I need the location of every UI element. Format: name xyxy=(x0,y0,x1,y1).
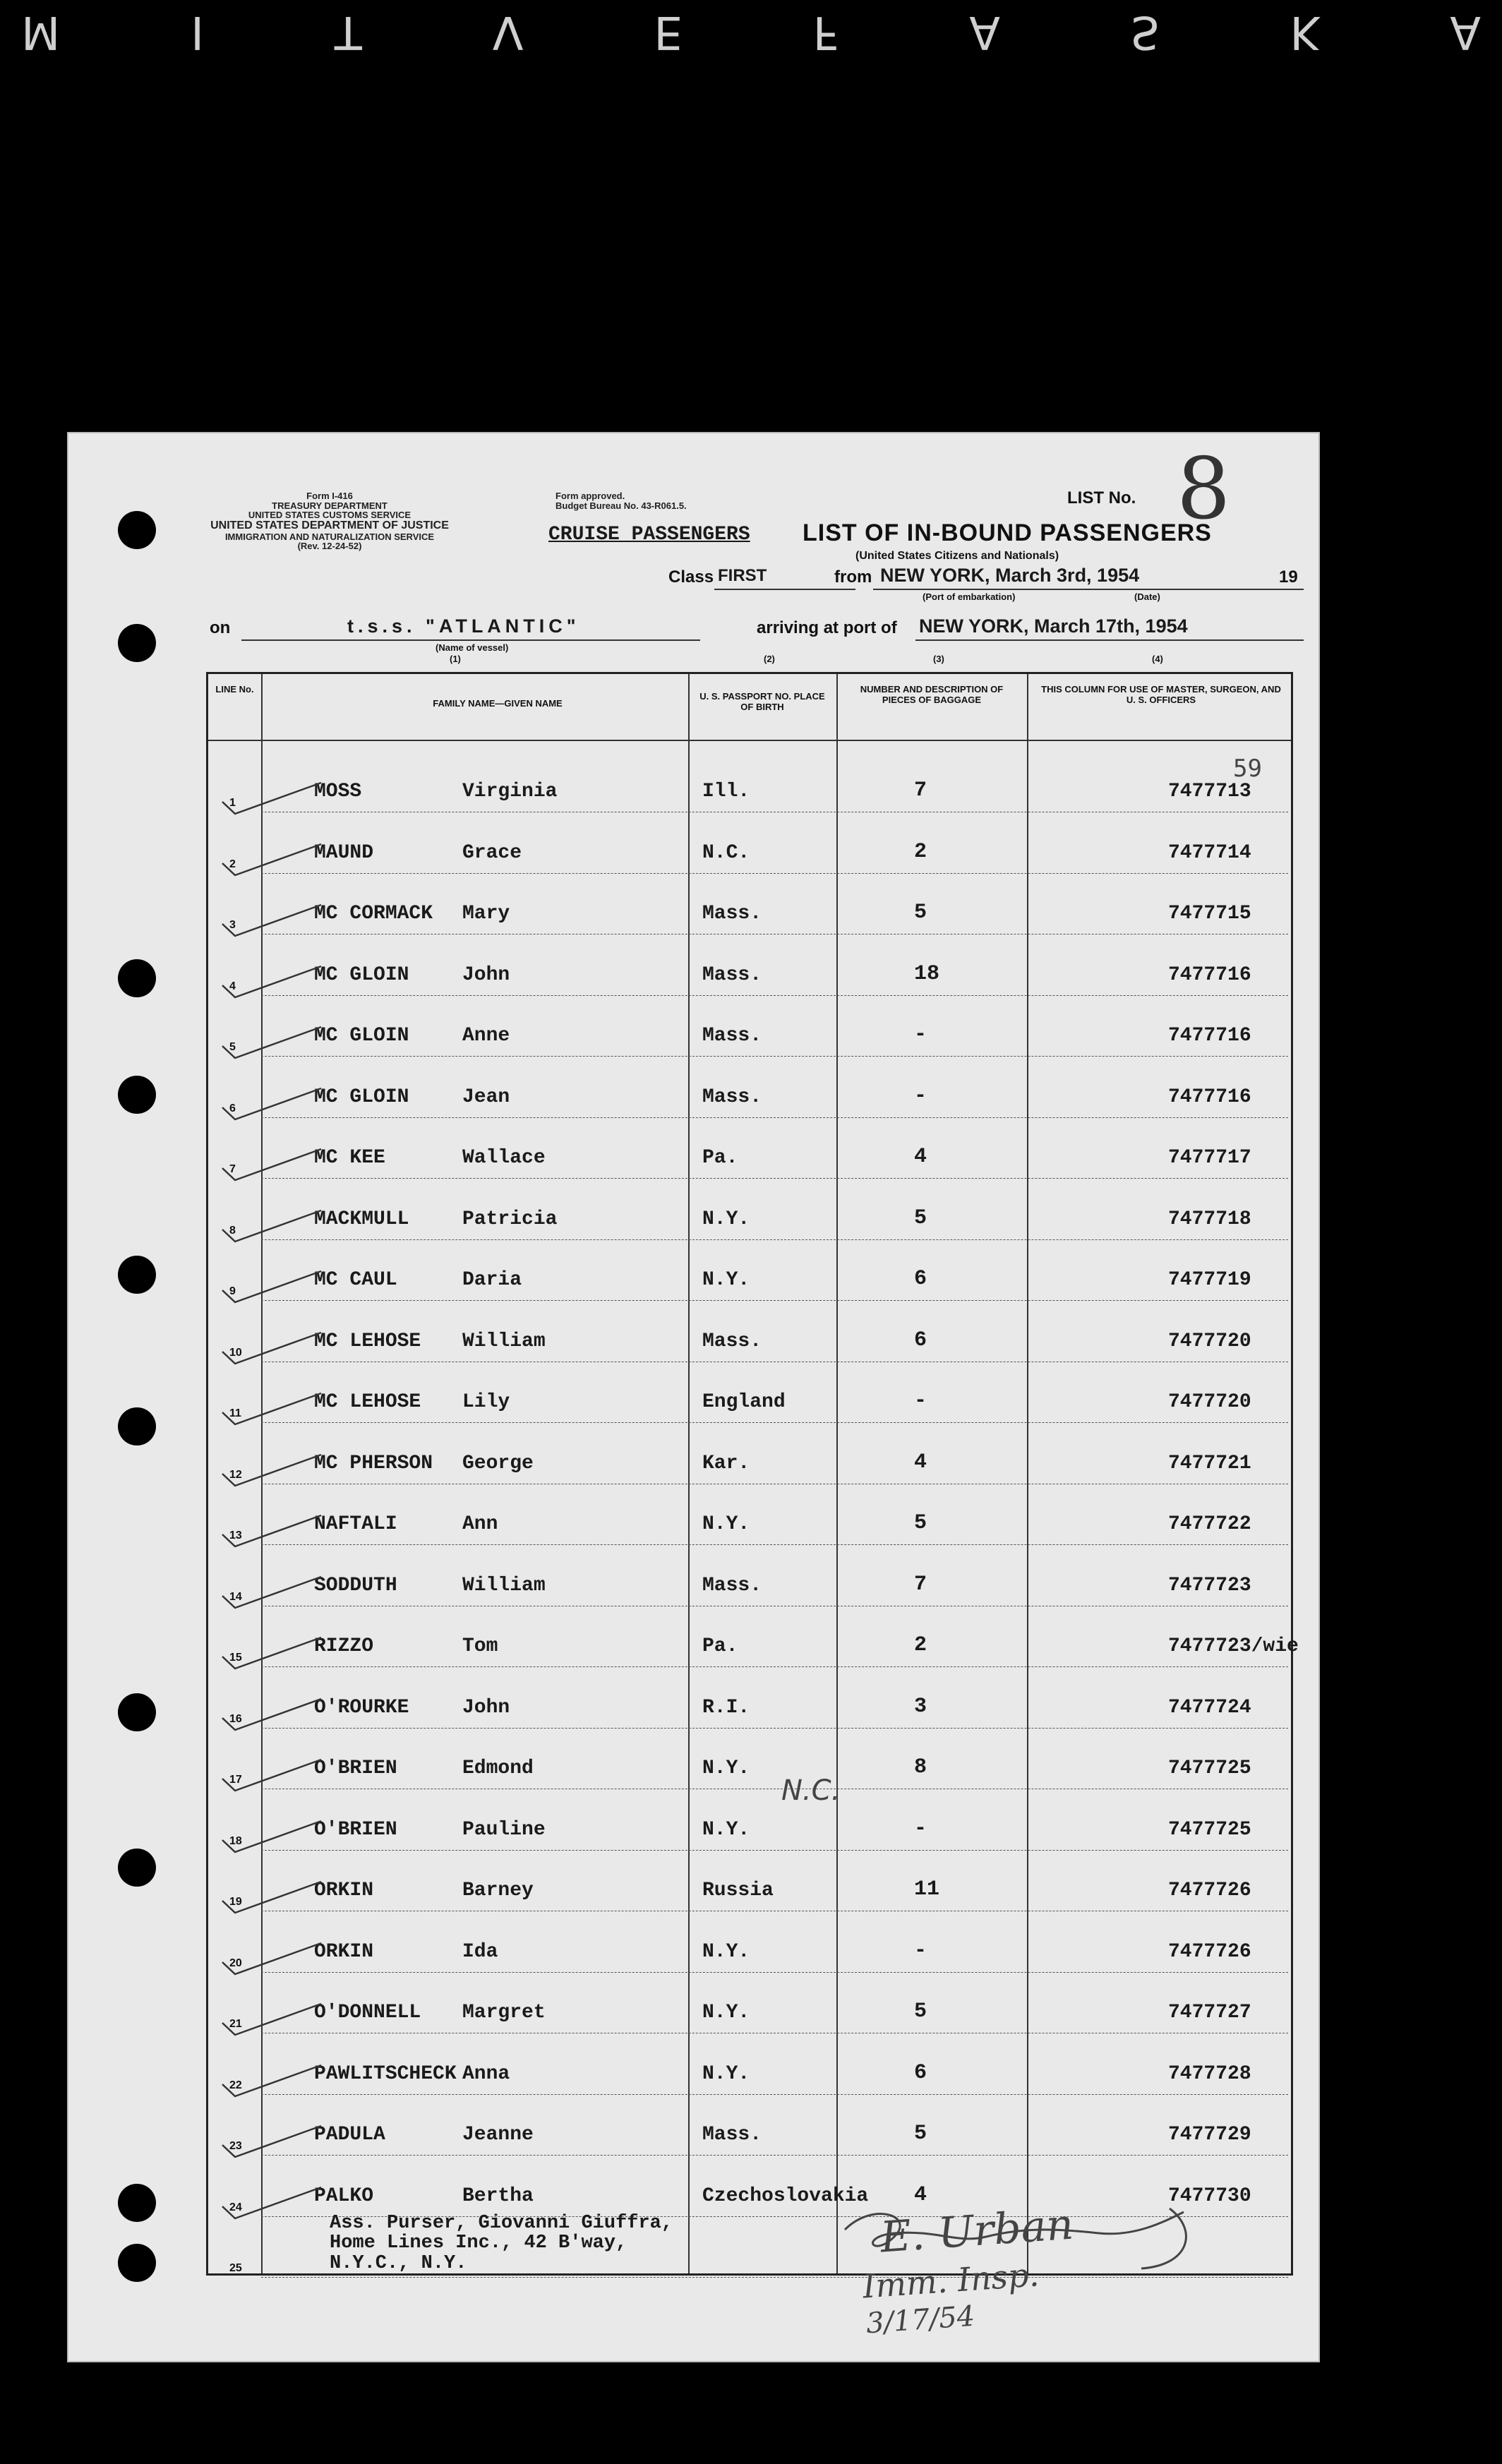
given-name: George xyxy=(462,1452,534,1474)
table-row xyxy=(208,996,1295,1057)
manifest-page xyxy=(67,432,1320,2362)
place-of-birth: Ill. xyxy=(702,781,750,803)
line-number: 17 xyxy=(229,1774,242,1786)
form-approval xyxy=(555,491,687,510)
line-number: 21 xyxy=(229,2018,242,2030)
place-of-birth: N.Y. xyxy=(702,1208,750,1230)
family-name: PALKO xyxy=(314,2184,374,2207)
passport-number: 7477716 xyxy=(1168,1025,1251,1047)
family-name: MC LEHOSE xyxy=(314,1330,421,1352)
given-name: Patricia xyxy=(462,1208,558,1230)
inspector-signature: E. Urban xyxy=(878,2199,1076,2263)
place-of-birth: N.C. xyxy=(702,841,750,864)
passport-number: 7477714 xyxy=(1168,841,1251,864)
edge-letter: K xyxy=(1290,6,1320,58)
passport-number: 7477716 xyxy=(1168,963,1251,986)
list-number-value: 8 xyxy=(1177,440,1231,539)
edge-letter: A xyxy=(969,6,1001,58)
edge-letter: I xyxy=(191,6,204,58)
family-name: MC KEE xyxy=(314,1147,385,1169)
line-number: 7 xyxy=(229,1163,236,1175)
line-number: 16 xyxy=(229,1712,242,1725)
inspector-title: Imm. Insp. xyxy=(861,2255,1040,2306)
given-name: Anne xyxy=(462,1025,510,1047)
baggage-count: - xyxy=(914,1083,927,1108)
family-name: MC CAUL xyxy=(314,1269,397,1291)
line-number: 9 xyxy=(229,1285,236,1297)
line-number: 13 xyxy=(229,1530,242,1541)
line-number: 4 xyxy=(229,980,236,992)
place-of-birth: N.Y. xyxy=(702,1269,750,1291)
given-name: John xyxy=(462,963,510,986)
line-number: 14 xyxy=(229,1590,242,1603)
passport-number: 7477729 xyxy=(1168,2124,1251,2146)
table-row xyxy=(208,1302,1295,1362)
line-number: 5 xyxy=(229,1041,236,1053)
from-underline xyxy=(873,589,1304,590)
passport-number: 7477716 xyxy=(1168,1086,1251,1108)
given-name: Ann xyxy=(462,1513,498,1535)
baggage-count: 2 xyxy=(914,1633,927,1657)
passenger-table xyxy=(206,672,1299,2276)
passport-number: 7477722 xyxy=(1168,1513,1251,1535)
table-row xyxy=(208,1362,1295,1423)
line-number: 25 xyxy=(229,2262,242,2274)
table-row xyxy=(208,1606,1299,1667)
baggage-count: 5 xyxy=(914,2000,927,2024)
punch-hole xyxy=(118,624,156,662)
baggage-count: 8 xyxy=(914,1755,927,1779)
line-number: 19 xyxy=(229,1896,242,1908)
given-name: John xyxy=(462,1696,510,1719)
passport-number: 7477720 xyxy=(1168,1330,1251,1352)
baggage-count: 3 xyxy=(914,1694,927,1719)
line-number: 10 xyxy=(229,1346,242,1359)
table-row xyxy=(208,935,1295,996)
line-number: 8 xyxy=(229,1224,236,1237)
line-number: 1 xyxy=(229,797,236,809)
form-agency-block xyxy=(206,491,453,551)
column-caption-1: (1) xyxy=(450,654,461,664)
form-number: Form I-416 xyxy=(306,491,353,501)
table-row xyxy=(208,2095,1295,2156)
passport-number: 7477725 xyxy=(1168,1818,1251,1841)
row18-note: N.C. xyxy=(781,1774,841,1807)
table-row xyxy=(208,752,1295,812)
passport-number: 7477713 xyxy=(1168,781,1251,803)
baggage-count: 6 xyxy=(914,2060,927,2085)
table-row xyxy=(208,874,1295,934)
customs-service: UNITED STATES CUSTOMS SERVICE xyxy=(248,510,411,521)
edge-letter: A xyxy=(1450,6,1481,58)
table-row xyxy=(208,1240,1295,1301)
passport-number: 7477724 xyxy=(1168,1696,1251,1719)
given-name: Lily xyxy=(462,1391,510,1413)
line-number: 6 xyxy=(229,1102,236,1114)
on-label: on xyxy=(210,618,231,637)
line-number: 3 xyxy=(229,919,236,931)
passport-number: 7477730 xyxy=(1168,2184,1251,2207)
family-name: RIZZO xyxy=(314,1635,374,1657)
edge-letter: S xyxy=(1130,6,1160,58)
punch-hole xyxy=(118,1693,156,1731)
passport-number: 7477723 xyxy=(1168,1574,1251,1597)
place-of-birth: Kar. xyxy=(702,1452,750,1474)
given-name: Tom xyxy=(462,1635,498,1657)
edge-letter: F xyxy=(812,6,839,58)
given-name: Barney xyxy=(462,1880,534,1901)
family-name: O'DONNELL xyxy=(314,2002,421,2024)
line-number: 22 xyxy=(229,2079,242,2091)
family-name: O'BRIEN xyxy=(314,1818,397,1841)
purser-footer xyxy=(330,2213,673,2273)
punch-hole xyxy=(118,2244,156,2282)
year-suffix: 19 xyxy=(1279,567,1298,587)
family-name: MOSS xyxy=(314,781,362,803)
list-number-label: LIST No. xyxy=(1067,488,1136,507)
line-number: 18 xyxy=(229,1834,242,1847)
line-number: 2 xyxy=(229,858,236,870)
passport-number: 7477725 xyxy=(1168,1757,1251,1779)
passport-number: 7477727 xyxy=(1168,2002,1251,2024)
footer-line-1: Ass. Purser, Giovanni Giuffra, xyxy=(330,2213,673,2234)
from-value: NEW YORK, March 3rd, 1954 xyxy=(880,565,1140,586)
place-of-birth: Mass. xyxy=(702,1086,762,1108)
from-label: from xyxy=(834,567,872,587)
date-caption: (Date) xyxy=(1134,591,1160,602)
passport-number: 7477719 xyxy=(1168,1269,1251,1291)
given-name: Jean xyxy=(462,1086,510,1108)
vessel-caption: (Name of vessel) xyxy=(435,642,509,653)
given-name: Grace xyxy=(462,841,522,864)
family-name: MC GLOIN xyxy=(314,963,409,986)
table-row xyxy=(208,1484,1295,1545)
place-of-birth: Pa. xyxy=(702,1635,738,1657)
edge-letter: E xyxy=(654,6,683,58)
form-title: LIST OF IN-BOUND PASSENGERS xyxy=(803,519,1212,546)
inspection-date: 3/17/54 xyxy=(865,2300,976,2340)
department-of-justice: UNITED STATES DEPARTMENT OF JUSTICE xyxy=(210,519,449,531)
passport-number: 7477717 xyxy=(1168,1147,1251,1169)
family-name: PADULA xyxy=(314,2124,385,2146)
header-officers: THIS COLUMN FOR USE OF MASTER, SURGEON, AND U. S. OFFICERS xyxy=(1041,684,1281,705)
punch-hole xyxy=(118,1076,156,1114)
family-name: MC GLOIN xyxy=(314,1025,409,1047)
immigration-service: IMMIGRATION AND NATURALIZATION SERVICE xyxy=(224,531,435,542)
given-name: William xyxy=(462,1574,546,1597)
port-caption: (Port of embarkation) xyxy=(923,591,1016,602)
table-row xyxy=(208,1668,1295,1729)
edge-letter: V xyxy=(492,6,524,58)
vessel-underline xyxy=(241,639,700,641)
table-row xyxy=(208,1546,1295,1606)
given-name: Pauline xyxy=(462,1818,546,1841)
vessel-name: t.s.s. "ATLANTIC" xyxy=(347,615,580,637)
passport-number: 7477720 xyxy=(1168,1391,1251,1413)
given-name: Wallace xyxy=(462,1147,546,1169)
baggage-count: 4 xyxy=(914,1145,927,1169)
given-name: William xyxy=(462,1330,546,1352)
family-name: O'BRIEN xyxy=(314,1757,397,1779)
given-name: Bertha xyxy=(462,2184,534,2207)
column-caption-3: (3) xyxy=(933,654,944,664)
place-of-birth: England xyxy=(702,1391,786,1413)
baggage-count: 7 xyxy=(914,779,927,803)
given-name: Mary xyxy=(462,903,510,925)
punch-hole xyxy=(118,1849,156,1887)
punch-hole xyxy=(118,1407,156,1446)
place-of-birth: N.Y. xyxy=(702,1513,750,1535)
place-of-birth: Mass. xyxy=(702,1025,762,1047)
family-name: ORKIN xyxy=(314,1940,374,1963)
budget-bureau: Budget Bureau No. 43-R061.5. xyxy=(555,500,687,511)
punch-hole xyxy=(118,1256,156,1294)
baggage-count: 6 xyxy=(914,1328,927,1352)
baggage-count: 2 xyxy=(914,839,927,864)
line-number: 11 xyxy=(229,1407,241,1419)
passport-number: 7477728 xyxy=(1168,2062,1251,2085)
given-name: Edmond xyxy=(462,1757,534,1779)
baggage-count: - xyxy=(914,1023,927,1047)
passport-number: 7477715 xyxy=(1168,903,1251,925)
class-underline xyxy=(714,589,855,590)
table-row xyxy=(208,1973,1295,2033)
baggage-count: 6 xyxy=(914,1267,927,1291)
header-name: FAMILY NAME—GIVEN NAME xyxy=(433,698,563,709)
arrival-value: NEW YORK, March 17th, 1954 xyxy=(919,615,1188,637)
header-rule xyxy=(208,740,1291,741)
family-name: O'ROURKE xyxy=(314,1696,409,1719)
passport-number: 7477721 xyxy=(1168,1452,1251,1474)
punch-hole xyxy=(118,959,156,997)
baggage-count: - xyxy=(914,1816,927,1841)
table-row xyxy=(208,1729,1295,1789)
baggage-count: 5 xyxy=(914,1511,927,1535)
place-of-birth: N.Y. xyxy=(702,2002,750,2024)
form-subtitle: (United States Citizens and Nationals) xyxy=(855,550,1059,562)
header-baggage: NUMBER AND DESCRIPTION OF PIECES OF BAGGAGE xyxy=(860,684,1004,705)
table-row xyxy=(208,1790,1295,1851)
line-number: 24 xyxy=(229,2201,242,2213)
header-passport: U. S. PASSPORT NO. PLACE OF BIRTH xyxy=(699,691,825,712)
revision-date: (Rev. 12-24-52) xyxy=(297,541,362,552)
row1-note: 59 xyxy=(1233,755,1262,783)
class-label: Class xyxy=(668,567,714,587)
table-row xyxy=(208,1851,1295,1911)
given-name: Jeanne xyxy=(462,2124,534,2146)
baggage-count: - xyxy=(914,1938,927,1963)
family-name: MAUND xyxy=(314,841,374,864)
baggage-count: 5 xyxy=(914,1206,927,1230)
table-row xyxy=(208,1179,1295,1240)
form-approved: Form approved. xyxy=(555,491,625,501)
given-name: Margret xyxy=(462,2002,546,2024)
place-of-birth: Mass. xyxy=(702,963,762,986)
column-caption-4: (4) xyxy=(1152,654,1163,664)
family-name: MC LEHOSE xyxy=(314,1391,421,1413)
place-of-birth: Pa. xyxy=(702,1147,738,1169)
table-row xyxy=(208,1057,1295,1118)
baggage-count: 4 xyxy=(914,2182,927,2207)
line-number: 23 xyxy=(229,2140,242,2152)
place-of-birth: R.I. xyxy=(702,1696,750,1719)
place-of-birth: N.Y. xyxy=(702,1818,750,1841)
given-name: Ida xyxy=(462,1940,498,1963)
treasury-department: TREASURY DEPARTMENT xyxy=(272,500,387,511)
place-of-birth: N.Y. xyxy=(702,2062,750,2085)
punch-hole xyxy=(118,2184,156,2222)
place-of-birth: Mass. xyxy=(702,1330,762,1352)
passport-number: 7477723/wie xyxy=(1168,1635,1299,1657)
family-name: PAWLITSCHECK xyxy=(314,2062,457,2085)
place-of-birth: Russia xyxy=(702,1880,774,1901)
table-row xyxy=(208,1118,1295,1179)
header-line-no: LINE No. xyxy=(215,684,254,695)
class-value: FIRST xyxy=(718,566,767,585)
arriving-label: arriving at port of xyxy=(757,618,897,637)
edge-letter: T xyxy=(334,6,362,58)
baggage-count: 5 xyxy=(914,901,927,925)
film-edge-strip xyxy=(0,0,1502,64)
family-name: MACKMULL xyxy=(314,1208,409,1230)
line-number: 12 xyxy=(229,1468,242,1481)
baggage-count: 11 xyxy=(914,1877,940,1901)
baggage-count: 4 xyxy=(914,1450,927,1474)
table-row xyxy=(208,1912,1295,1973)
passport-number: 7477726 xyxy=(1168,1940,1251,1963)
line-number: 20 xyxy=(229,1957,242,1969)
footer-line-3: N.Y.C., N.Y. xyxy=(330,2252,467,2274)
passport-number: 7477718 xyxy=(1168,1208,1251,1230)
family-name: MC GLOIN xyxy=(314,1086,409,1108)
place-of-birth: Czechoslovakia xyxy=(702,2184,869,2207)
place-of-birth: N.Y. xyxy=(702,1757,750,1779)
footer-line-2: Home Lines Inc., 42 B'way, xyxy=(330,2232,627,2254)
place-of-birth: N.Y. xyxy=(702,1940,750,1963)
family-name: ORKIN xyxy=(314,1880,374,1901)
given-name: Anna xyxy=(462,2062,510,2085)
punch-hole xyxy=(118,511,156,549)
table-row xyxy=(208,813,1295,874)
column-caption-2: (2) xyxy=(764,654,775,664)
baggage-count: 5 xyxy=(914,2122,927,2146)
family-name: NAFTALI xyxy=(314,1513,397,1535)
place-of-birth: Mass. xyxy=(702,1574,762,1597)
family-name: MC CORMACK xyxy=(314,903,433,925)
arrival-underline xyxy=(915,639,1304,641)
place-of-birth: Mass. xyxy=(702,2124,762,2146)
given-name: Virginia xyxy=(462,781,558,803)
place-of-birth: Mass. xyxy=(702,903,762,925)
edge-letter: M xyxy=(21,6,61,58)
line-number: 15 xyxy=(229,1652,242,1664)
family-name: MC PHERSON xyxy=(314,1452,433,1474)
table-row xyxy=(208,2034,1295,2095)
passport-number: 7477726 xyxy=(1168,1880,1251,1901)
cruise-passengers-stamp: CRUISE PASSENGERS xyxy=(548,524,750,546)
baggage-count: 7 xyxy=(914,1572,927,1597)
family-name: SODDUTH xyxy=(314,1574,397,1597)
baggage-count: - xyxy=(914,1389,927,1413)
table-row xyxy=(208,1424,1295,1484)
given-name: Daria xyxy=(462,1269,522,1291)
baggage-count: 18 xyxy=(914,961,940,986)
